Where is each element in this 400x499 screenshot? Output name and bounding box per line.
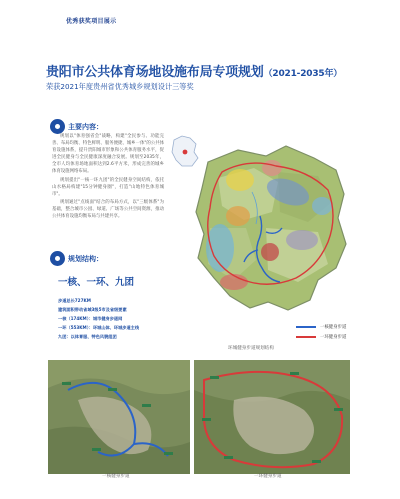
content-paragraph: 规划提出"一核一环九团"的全民健身空间结构，依托山水格局构建"15分钟健身圈"，打造"山地特色体育城市"。 [52,177,164,197]
title-years: （2021-2035年） [263,69,343,79]
satellite-image-ring [194,360,350,474]
legend-ring [296,334,346,340]
structure-line: 步道总长727KM [58,298,91,303]
structure-list [58,296,139,341]
structure-line: 九团：以体育服、特色风貌组团 [58,334,117,339]
legend-swatch [296,336,316,338]
province-inset [172,136,198,166]
planning-map [168,132,366,338]
title-main: 贵阳市公共体育场地设施布局专项规划 [46,65,264,80]
page-title [46,61,342,80]
content-heading [50,120,103,133]
satellite-image-core [48,360,190,474]
structure-line: 建筑面积带动省域3级5市及省级要素 [58,307,127,312]
bullet-icon [50,119,65,134]
satellite-caption-ring: 一环健身步道 [254,474,282,479]
content-heading-label: 主要内容： [68,122,103,131]
legend-label: 一环健身步道 [320,335,347,340]
structure-headline: 一核、一环、九团 [58,277,135,288]
satellite-caption-core: 一核健身步道 [102,474,130,479]
structure-heading [50,252,103,265]
content-paragraph: 规划以"体育强省会"战略，构建"全民参与、功能完善、布局均衡、特色鲜明、服务便捷、城乡一体"的公共体育设施体系，提升贵阳城市形象和公共体育服务水平，促进全民健身与全民健康深度融合发展。规划至2035年，全市人均体育场地面积达到2.6平方米，形成完善的城乡体育设施网络布局。 [52,134,164,175]
header-band [0,0,400,38]
content-paragraph: 规划通过"点线面"结合的布局方式，以"三级体系"为基础，整合城市公园、绿道、广场等公共空间资源，推动公共体育设施均衡布局与共建共享。 [52,199,164,220]
structure-line: 一核（174KM）：城市健身步道网 [58,316,123,321]
bullet-icon [50,251,65,266]
legend-label: 一核健身步道 [320,325,347,330]
structure-line: 一环（553KM）：环城山体、环城步道主线 [58,325,140,330]
content-body [52,133,164,221]
award-subtitle: 荣获2021年度贵州省优秀城乡规划设计三等奖 [46,82,194,91]
structure-heading-label: 规划结构： [68,254,103,263]
legend-core [296,324,346,330]
legend-swatch [296,326,316,328]
planning-map-graphic [168,132,366,338]
section-label: 优秀获奖项目展示 [66,18,117,25]
map-caption: 环城健身步道规划结构 [228,346,274,351]
